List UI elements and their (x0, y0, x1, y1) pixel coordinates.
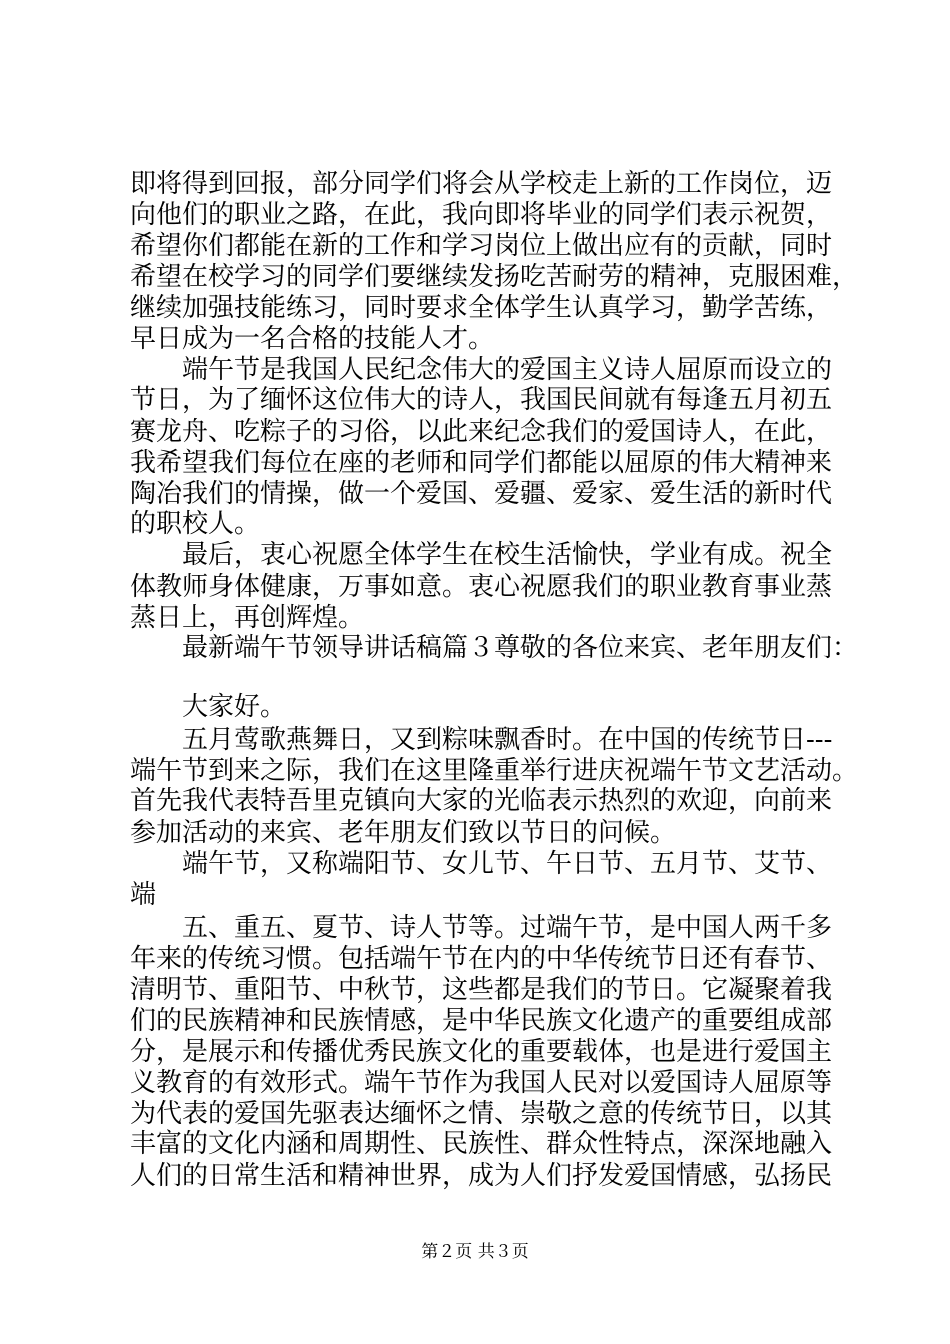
text-line: 丰富的文化内涵和周期性、民族性、群众性特点，深深地融入 (130, 1129, 833, 1159)
text-line: 的职校人。 (130, 509, 261, 539)
text-line: 参加活动的来宾、老年朋友们致以节日的问候。 (130, 818, 677, 848)
text-line: 清明节、重阳节、中秋节，这些都是我们的节日。它凝聚着我 (130, 975, 833, 1005)
text-line: 年来的传统习惯。包括端午节在内的中华传统节日还有春节、 (130, 944, 833, 974)
text-line: 早日成为一名合格的技能人才。 (130, 324, 495, 354)
text-line: 赛龙舟、吃粽子的习俗，以此来纪念我们的爱国诗人，在此， (130, 417, 833, 447)
text-line: 我希望我们每位在座的老师和同学们都能以屈原的伟大精神来 (130, 448, 833, 478)
greeting: 大家好。 (182, 692, 287, 722)
text-line: 五、重五、夏节、诗人节等。过端午节，是中国人两千多 (182, 913, 833, 943)
text-line: 希望你们都能在新的工作和学习岗位上做出应有的贡献，同时 (130, 231, 833, 261)
text-line: 首先我代表特吾里克镇向大家的光临表示热烈的欢迎，向前来 (130, 786, 833, 816)
text-line: 希望在校学习的同学们要继续发扬吃苦耐劳的精神，克服困难， (130, 262, 859, 292)
text-line: 端午节到来之际，我们在这里隆重举行进庆祝端午节文艺活动。 (130, 756, 859, 786)
text-line: 五月莺歌燕舞日，又到粽味飘香时。在中国的传统节日--- (182, 725, 833, 755)
text-line: 端午节，又称端阳节、女儿节、午日节、五月节、艾节、 (182, 849, 833, 879)
text-line: 蒸日上，再创辉煌。 (130, 603, 365, 633)
text-line: 即将得到回报，部分同学们将会从学校走上新的工作岗位，迈 (130, 169, 833, 199)
section-heading: 最新端午节领导讲话稿篇３尊敬的各位来宾、老年朋友们： (182, 633, 859, 663)
text-line: 节日，为了缅怀这位伟大的诗人，我国民间就有每逢五月初五 (130, 385, 833, 415)
text-line: 最后，衷心祝愿全体学生在校生活愉快，学业有成。祝全 (182, 540, 833, 570)
text-line: 继续加强技能练习，同时要求全体学生认真学习，勤学苦练， (130, 293, 833, 323)
text-line: 为代表的爱国先驱表达缅怀之情、崇敬之意的传统节日，以其 (130, 1099, 833, 1129)
text-line: 向他们的职业之路，在此，我向即将毕业的同学们表示祝贺， (130, 200, 833, 230)
text-line: 人们的日常生活和精神世界，成为人们抒发爱国情感，弘扬民 (130, 1161, 833, 1191)
text-line: 义教育的有效形式。端午节作为我国人民对以爱国诗人屈原等 (130, 1068, 833, 1098)
text-line: 端 (130, 880, 157, 910)
text-line: 们的民族精神和民族情感，是中华民族文化遗产的重要组成部 (130, 1006, 833, 1036)
text-line: 分，是展示和传播优秀民族文化的重要载体，也是进行爱国主 (130, 1037, 833, 1067)
text-line: 体教师身体健康，万事如意。衷心祝愿我们的职业教育事业蒸 (130, 572, 833, 602)
text-line: 陶冶我们的情操，做一个爱国、爱疆、爱家、爱生活的新时代 (130, 479, 833, 509)
page-number-footer: 第２页 共３页 (421, 1242, 529, 1262)
text-line: 端午节是我国人民纪念伟大的爱国主义诗人屈原而设立的 (182, 355, 833, 385)
